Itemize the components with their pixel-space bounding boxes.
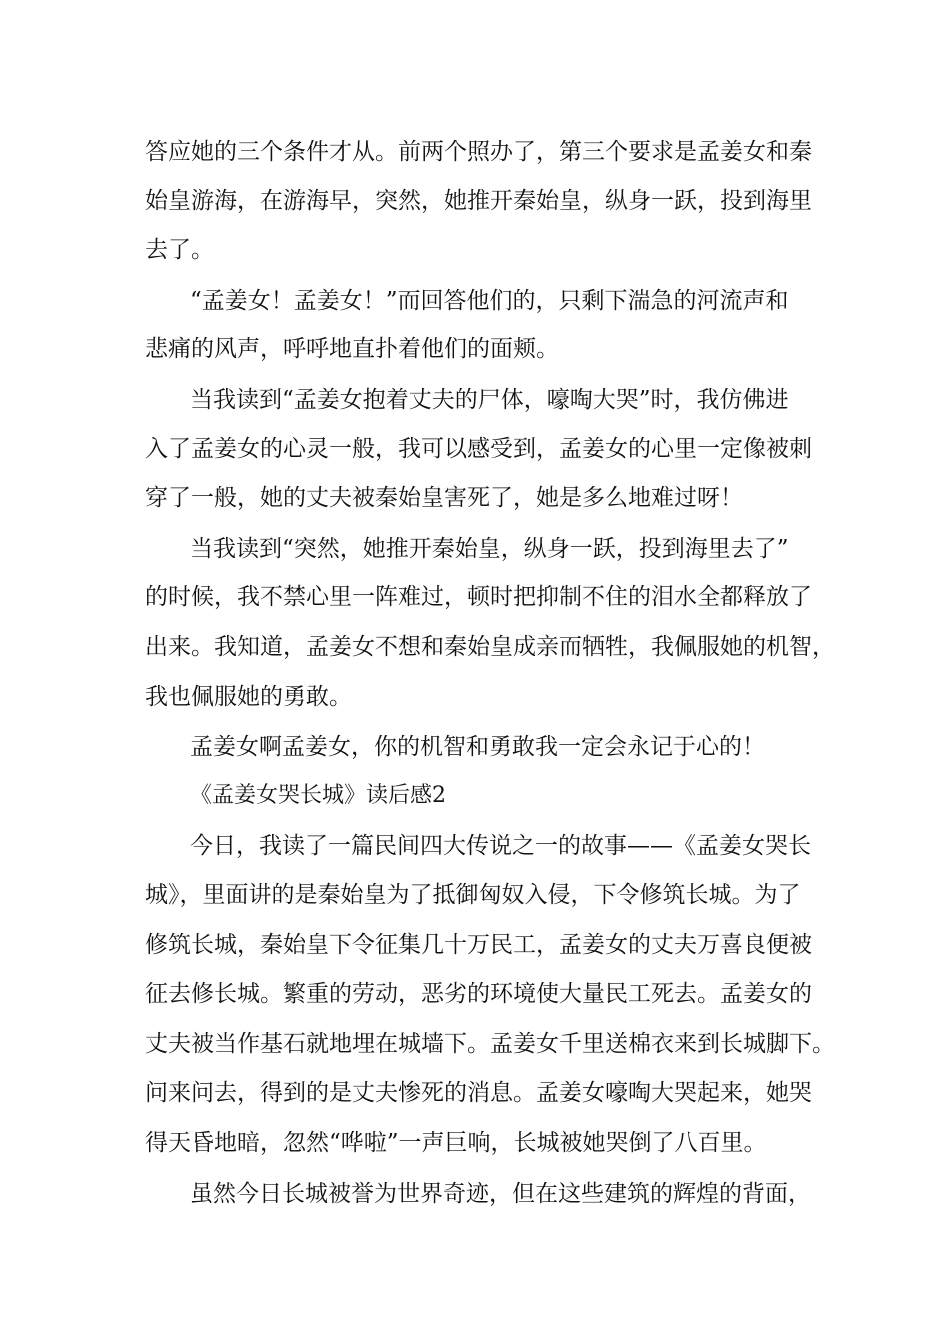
paragraph-first-line: 当我读到“孟姜女抱着丈夫的尸体，嚎啕大哭”时，我仿佛进 xyxy=(190,387,789,413)
text-line: 去了。 xyxy=(145,237,214,263)
paragraph-first-line: 今日，我读了一篇民间四大传说之一的故事——《孟姜女哭长 xyxy=(190,833,811,859)
text-line: 出来。我知道，孟姜女不想和秦始皇成亲而牺牲，我佩服她的机智， xyxy=(145,634,835,660)
text-line: 我也佩服她的勇敢。 xyxy=(145,684,352,710)
text-line: 得天昏地暗，忽然“哗啦”一声巨响，长城被她哭倒了八百里。 xyxy=(145,1130,767,1156)
text-line: 入了孟姜女的心灵一般，我可以感受到，孟姜女的心里一定像被刺 xyxy=(145,436,812,462)
text-line: 始皇游海，在游海早，突然，她推开秦始皇，纵身一跃，投到海里 xyxy=(145,188,812,214)
paragraph-first-line: 虽然今日长城被誉为世界奇迹，但在这些建筑的辉煌的背面， xyxy=(190,1181,811,1207)
text-line: 的时候，我不禁心里一阵难过，顿时把抑制不住的泪水全都释放了 xyxy=(145,584,812,610)
paragraph-first-line: 当我读到“突然，她推开秦始皇，纵身一跃，投到海里去了” xyxy=(190,536,789,562)
text-line: 城》，里面讲的是秦始皇为了抵御匈奴入侵，下令修筑长城。为了 xyxy=(145,882,801,908)
text-line: 修筑长城，秦始皇下令征集几十万民工，孟姜女的丈夫万喜良便被 xyxy=(145,932,812,958)
text-line: 丈夫被当作基石就地埋在城墙下。孟姜女千里送棉衣来到长城脚下。 xyxy=(145,1031,835,1057)
text-line: 问来问去，得到的是丈夫惨死的消息。孟姜女嚎啕大哭起来，她哭 xyxy=(145,1080,812,1106)
text-line: 征去修长城。繁重的劳动，恶劣的环境使大量民工死去。孟姜女的 xyxy=(145,981,812,1007)
paragraph-first-line: 孟姜女啊孟姜女，你的机智和勇敢我一定会永记于心的！ xyxy=(190,734,765,760)
text-line: 答应她的三个条件才从。前两个照办了，第三个要求是孟姜女和秦 xyxy=(145,139,812,165)
text-line: 穿了一般，她的丈夫被秦始皇害死了，她是多么地难过呀！ xyxy=(145,485,743,511)
text-line: 悲痛的风声，呼呼地直扑着他们的面颊。 xyxy=(145,336,559,362)
section-title: 《孟姜女哭长城》读后感2 xyxy=(190,783,446,808)
paragraph-first-line: “孟姜女！孟姜女！”而回答他们的，只剩下湍急的河流声和 xyxy=(190,288,789,314)
